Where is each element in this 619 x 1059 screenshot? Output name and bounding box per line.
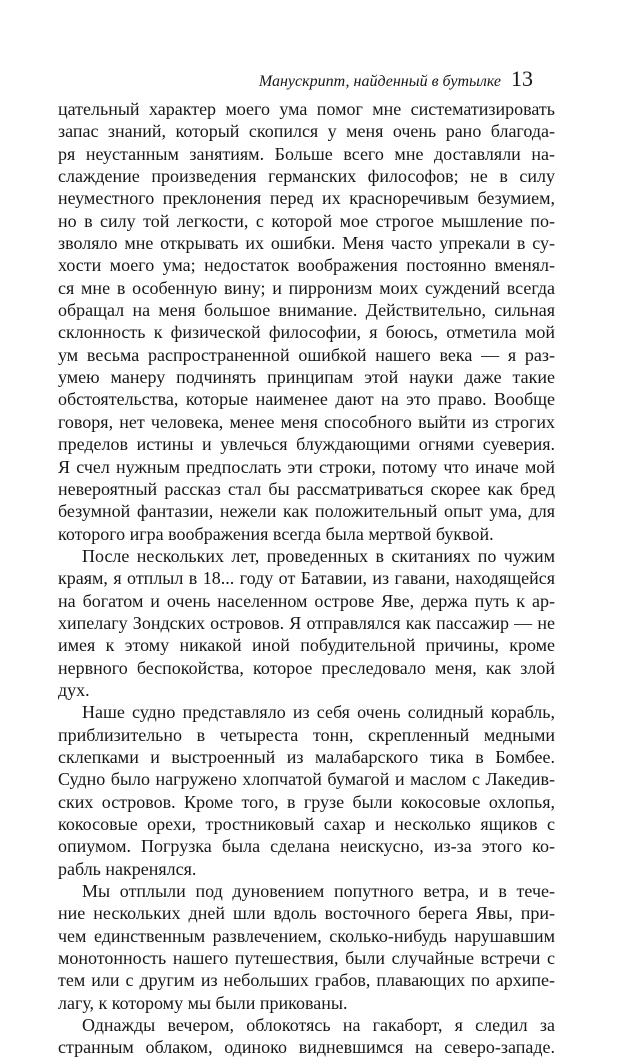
text-line: Мы отплыли под дуновением попутного ветра, и в тече- [82,881,555,902]
text-line: тем или с другим из небольших грабов, плавающих по архипе- [58,970,555,991]
paragraph [58,701,555,880]
text-line: ских островов. Кроме того, в грузе были кокосовые охлопья, [58,791,555,812]
paragraph [58,880,555,1014]
paragraph [58,1014,555,1059]
text-line: странным облаком, одиноко видневшимся на северо-западе. [58,1037,555,1058]
text-line: рабль накренялся. [58,858,197,879]
text-line: которого игра воображения всегда была мертвой буквой. [58,523,494,544]
text-line: невероятный рассказ стал бы рассматриваться скорее как бред [58,478,555,499]
text-line: краям, я отплыл в 18... году от Батавии, из гавани, находящейся [58,568,555,589]
paragraph [58,98,555,545]
text-line: Я счел нужным предпослать эти строки, потому что иначе мой [58,456,555,477]
text-line: говоря, нет человека, менее меня способного выйти из строгих [58,411,555,432]
text-line: нервного беспокойства, которое преследовало меня, как злой [58,657,555,678]
text-line: Наше судно представляло из себя очень солидный корабль, [82,702,555,723]
text-line: обстоятельства, которые наименее дают на это право. Вообще [58,389,555,410]
text-line: неуместного преклонения перед их красноречивым безумием, [58,188,555,209]
text-line: дух. [58,679,90,700]
text-line: После нескольких лет, проведенных в скитаниях по чужим [82,545,555,566]
text-line: обращал на меня большое внимание. Действительно, сильная [58,300,555,321]
running-title: Манускрипт, найденный в бутылке [258,73,501,90]
page-header [259,66,533,90]
text-line: умею манеру подчинять принципам этой науки даже такие [58,367,555,388]
text-line: пределов истины и увлечься блуждающими огнями суеверия. [58,434,555,455]
text-line: ся мне в особенную вину; и пирронизм моих суждений всегда [58,277,555,298]
page-number: 13 [511,66,533,91]
text-line: ние нескольких дней шли вдоль восточного берега Явы, при- [58,903,555,924]
text-line: приблизительно в четыреста тонн, скрепленный медными [58,724,555,745]
text-line: цательный характер моего ума помог мне систематизировать [58,99,555,119]
text-line: запас знаний, который скопился у меня очень рано благода- [58,121,555,142]
text-line: имея к этому никакой иной побудительной причины, кроме [58,635,555,656]
text-line: Судно было нагружено хлопчатой бумагой и маслом с Лакедив- [58,769,555,790]
text-line: ря неустанным занятиям. Больше всего мне доставляли на- [58,143,555,164]
text-line: слаждение произведения германских философов; не в силу [58,166,555,187]
text-line: но в силу той легкости, с которой мое строгое мышление по- [58,210,555,231]
text-line: опиумом. Погрузка была сделана неискусно, из-за этого ко- [58,836,555,857]
text-line: хости моего ума; недостаток воображения постоянно вменял- [58,255,555,276]
text-line: безумной фантазии, нежели как положительный опыт ума, для [58,501,555,522]
text-line: склонность к физической философии, я боюсь, отметила мой [58,322,555,343]
text-line: кокосовые орехи, тростниковый сахар и несколько ящиков с [58,814,555,834]
text-line: склепками и выстроенный из малабарского тика в Бомбее. [58,746,555,767]
text-line: Однажды вечером, облокотясь на гакаборт, я следил за [82,1015,555,1036]
text-line: монотонность нашего путешествия, были случайные встречи с [58,948,555,969]
body-text [58,98,555,1059]
text-line: чем единственным развлечением, сколько-нибудь нарушавшим [58,925,555,946]
text-line: на богатом и очень населенном острове Яве, держа путь к ар- [58,590,555,611]
text-line: лагу, к которому мы были прикованы. [58,992,348,1013]
text-line: хипелагу Зондских островов. Я отправлялся как пассажир — не [58,612,555,633]
text-line: зволяло мне открывать их ошибки. Меня часто упрекали в су- [58,233,555,254]
text-line: ум весьма распространенной ошибкой нашего века — я раз- [58,344,555,365]
paragraph [58,545,555,701]
